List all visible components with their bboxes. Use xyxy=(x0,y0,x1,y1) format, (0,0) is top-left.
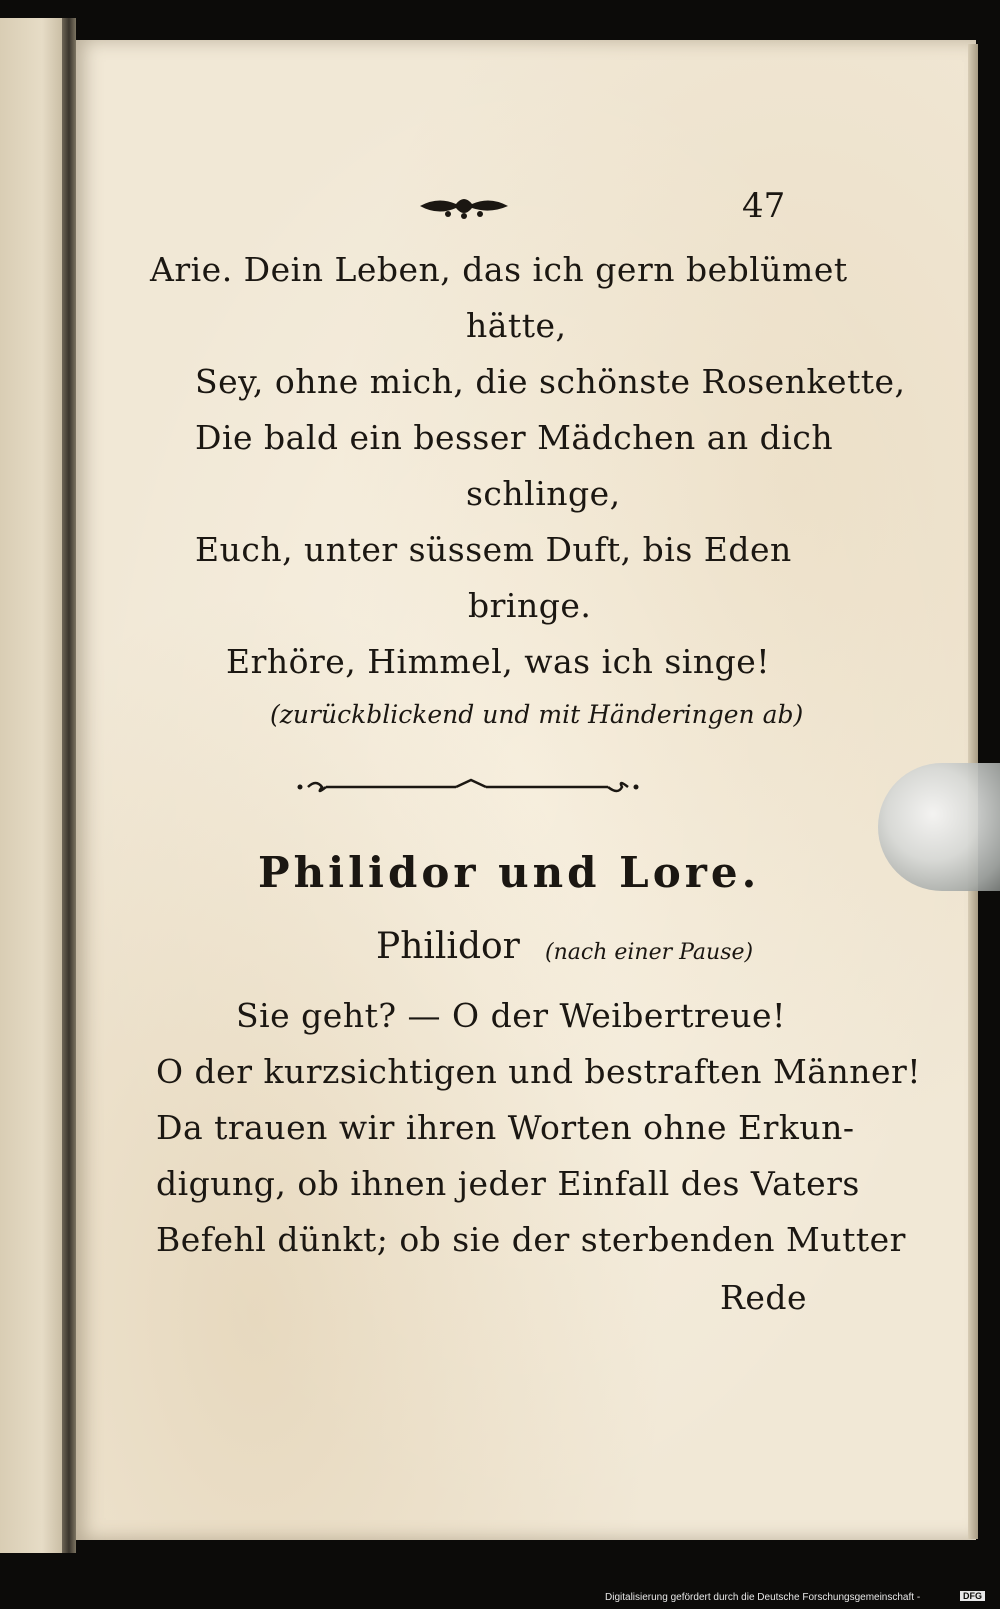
verse-line-2: hätte, xyxy=(466,306,567,345)
speaker-name: Philidor xyxy=(376,926,520,967)
verse-line-3: Sey, ohne mich, die schönste Rosenkette, xyxy=(195,362,906,401)
dfg-logo: DFG xyxy=(960,1591,985,1601)
page-clip xyxy=(878,763,1000,891)
prose-line-4: digung, ob ihnen jeder Einfall des Vaters xyxy=(156,1164,860,1203)
digitization-credit: Digitalisierung gefördert durch die Deutsche Forschungsgemeinschaft - xyxy=(605,1592,921,1603)
speaker-note: (nach einer Pause) xyxy=(545,940,754,965)
prose-line-5: Befehl dünkt; ob sie der sterbenden Mutter xyxy=(156,1220,906,1259)
section-heading: Philidor und Lore. xyxy=(258,848,761,897)
catchword: Rede xyxy=(720,1278,808,1317)
verse-line-5: schlinge, xyxy=(466,474,621,513)
prose-line-1: Sie geht? — O der Weibertreue! xyxy=(236,996,786,1035)
prose-line-2: O der kurzsichtigen und bestraften Männer! xyxy=(156,1052,922,1091)
verse-line-1: Arie. Dein Leben, das ich gern beblümet xyxy=(150,250,848,289)
book-gutter xyxy=(62,18,76,1553)
verse-line-7: bringe. xyxy=(468,586,592,625)
divider-ornament-icon xyxy=(296,776,646,798)
prose-line-3: Da trauen wir ihren Worten ohne Erkun- xyxy=(156,1108,855,1147)
verse-line-4: Die bald ein besser Mädchen an dich xyxy=(195,418,834,457)
page-number: 47 xyxy=(742,186,786,226)
stage-direction: (zurückblickend und mit Händeringen ab) xyxy=(270,700,804,729)
left-page-edge xyxy=(0,18,70,1553)
verse-line-6: Euch, unter süssem Duft, bis Eden xyxy=(195,530,792,569)
headpiece-ornament-icon xyxy=(418,190,510,222)
verse-line-8: Erhöre, Himmel, was ich singe! xyxy=(226,642,771,681)
